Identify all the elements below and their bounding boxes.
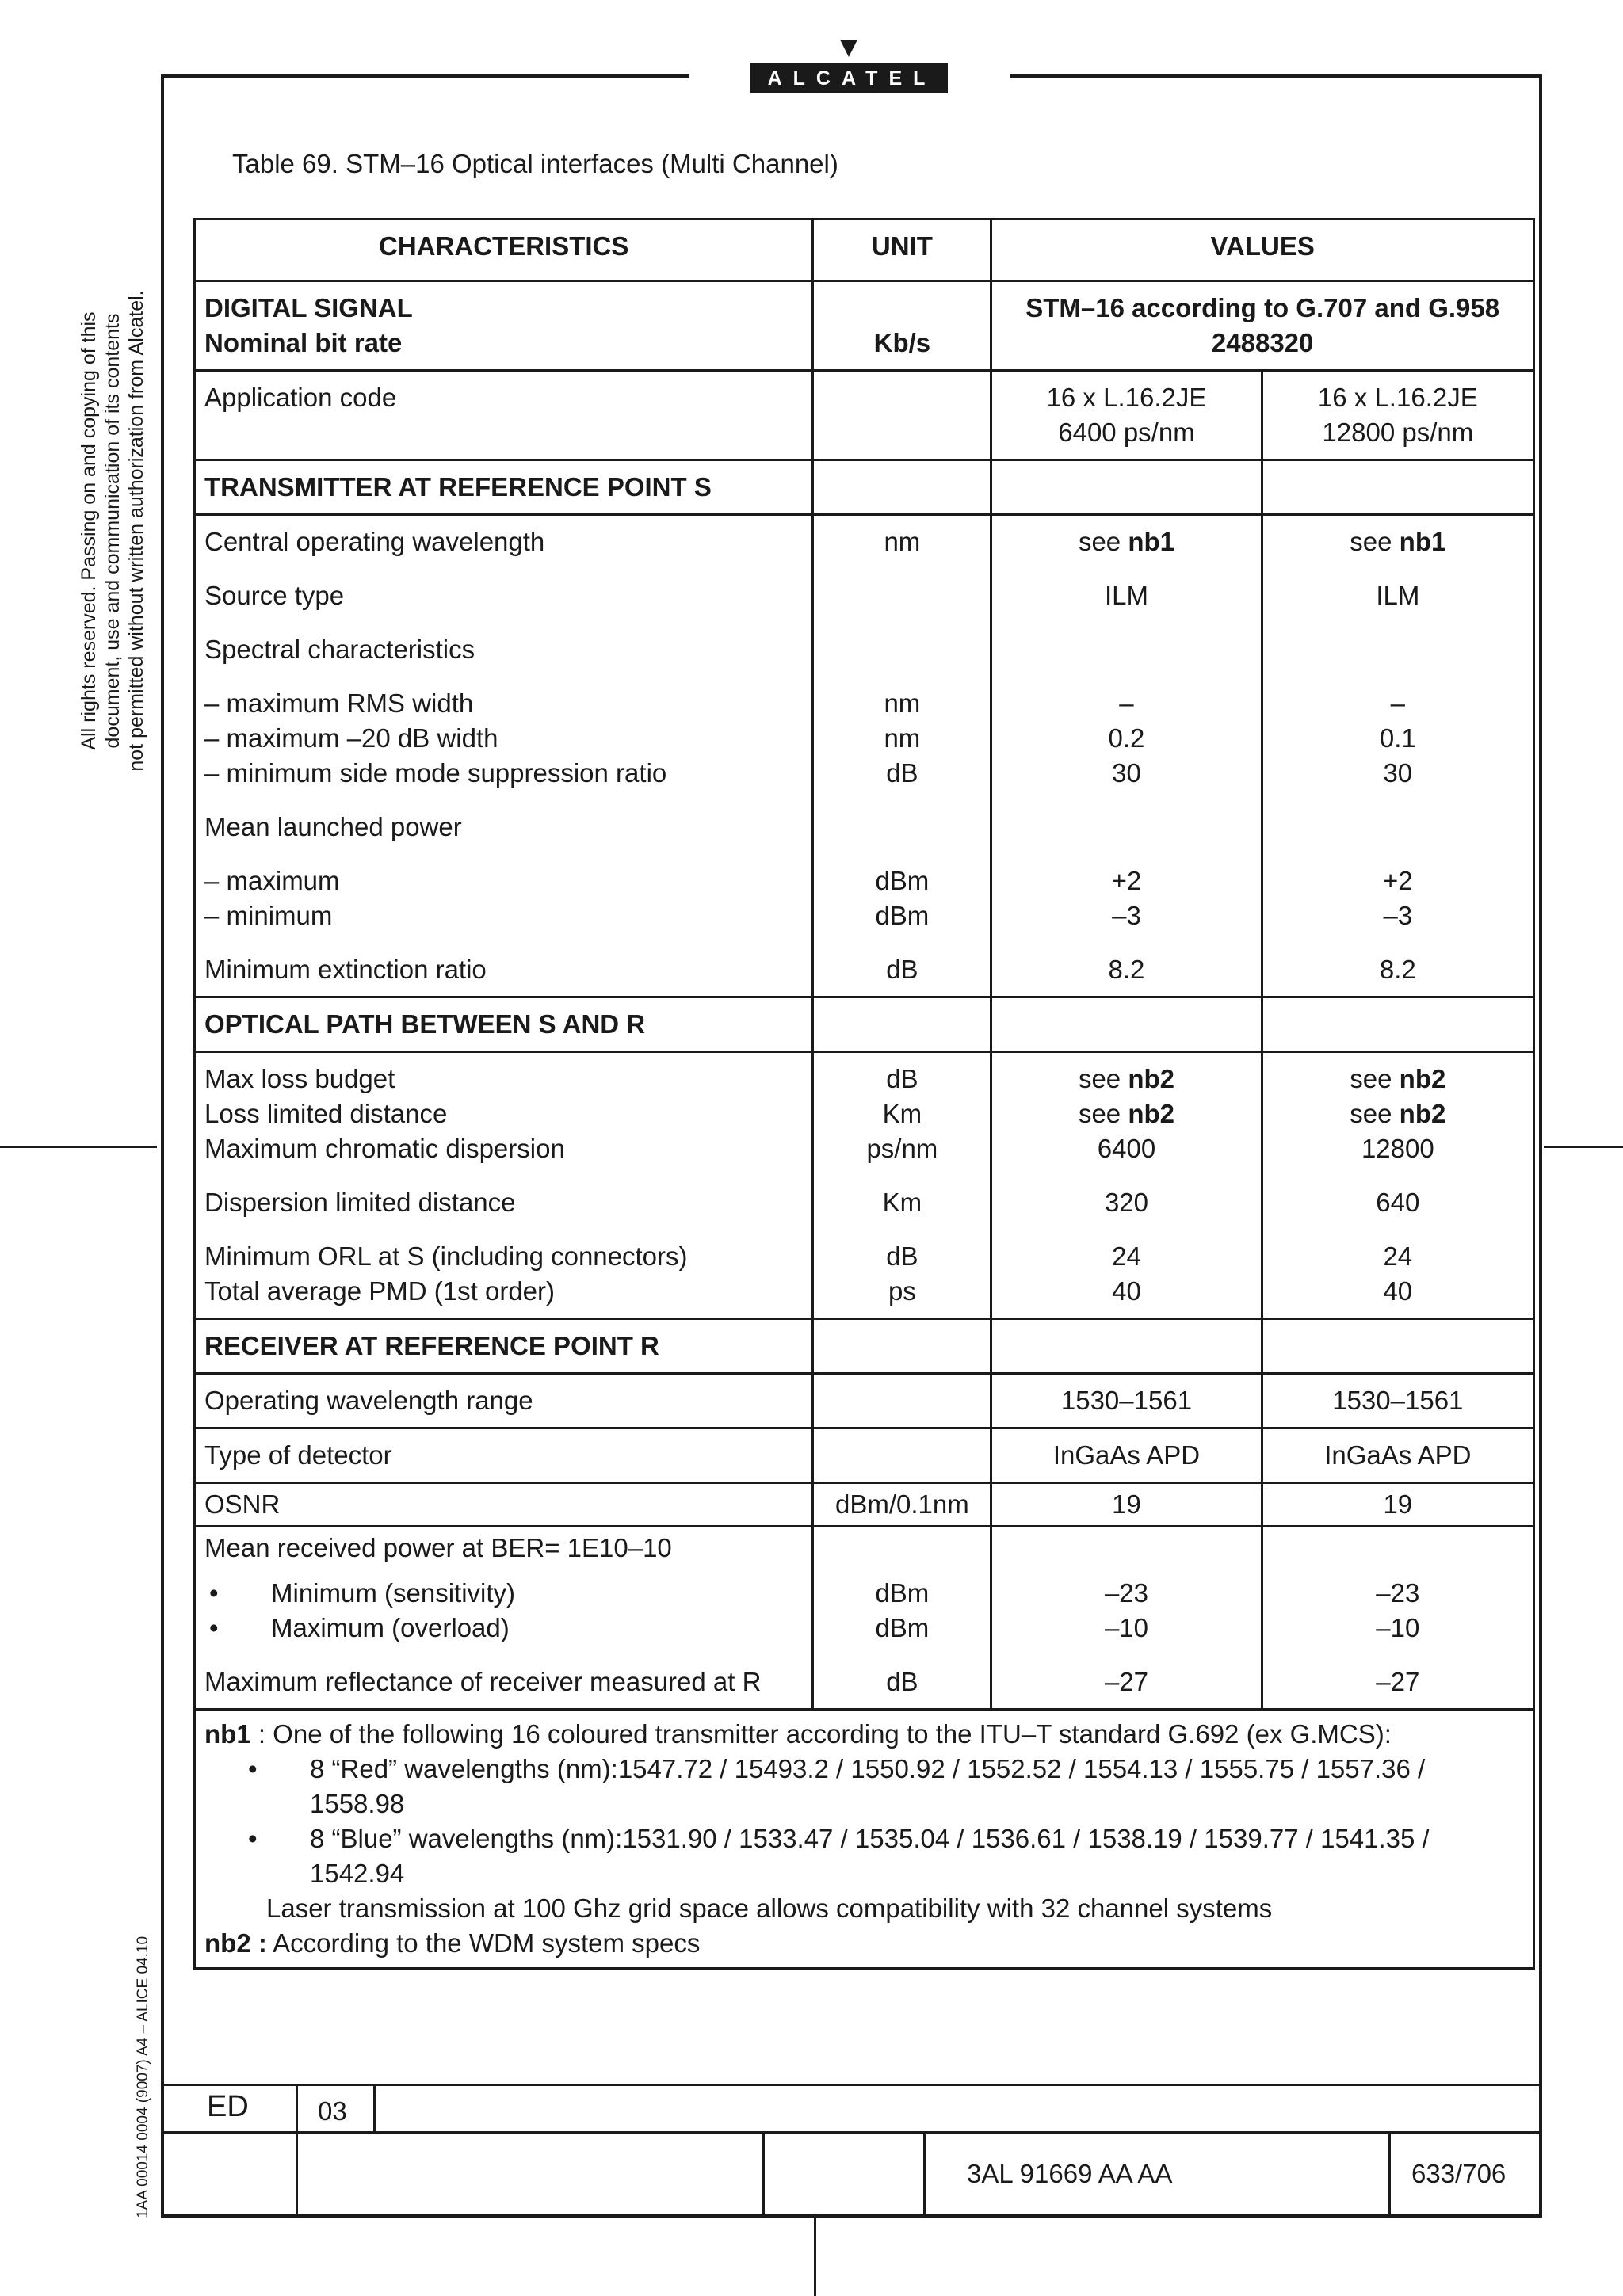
unit: ps/nm xyxy=(866,1134,938,1163)
value: –10 xyxy=(1376,1613,1420,1642)
value: 0.2 xyxy=(1108,723,1145,753)
label: Minimum ORL at S (including connectors) xyxy=(204,1241,688,1271)
application-code-col2 xyxy=(1262,371,1533,460)
bit-rate-unit: Kb/s xyxy=(813,281,991,371)
bit-rate-value: 2488320 xyxy=(1211,328,1314,357)
value: 6400 xyxy=(1097,1134,1156,1163)
table-row xyxy=(195,1527,1534,1710)
value: 30 xyxy=(1112,758,1141,788)
note-ref: nb1 xyxy=(1128,527,1174,556)
unit: dBm xyxy=(875,1613,930,1642)
section-row xyxy=(195,460,1534,515)
unit: nm xyxy=(884,723,921,753)
received-power-units xyxy=(813,1527,991,1710)
value: 30 xyxy=(1383,758,1413,788)
optical-path-labels xyxy=(195,1052,813,1319)
value: ILM xyxy=(1376,581,1420,610)
table-title: Table 69. STM–16 Optical interfaces (Multi Channel) xyxy=(232,149,838,178)
bullet-icon: • xyxy=(248,1824,258,1853)
nb2-label: nb2 : xyxy=(204,1928,267,1958)
value: –3 xyxy=(1112,901,1141,930)
bottom-fold-mark xyxy=(814,2218,816,2296)
header-characteristics: CHARACTERISTICS xyxy=(195,219,813,281)
unit: Km xyxy=(882,1188,922,1217)
see-text: see xyxy=(1350,527,1392,556)
unit: nm xyxy=(884,688,921,718)
copyright-notice xyxy=(77,269,148,792)
value: 8.2 xyxy=(1108,955,1145,984)
transmitter-values-col1 xyxy=(991,515,1262,997)
optical-path-values-col1 xyxy=(991,1052,1262,1319)
value: 19 xyxy=(991,1483,1262,1527)
see-text: see xyxy=(1078,527,1121,556)
unit: dB xyxy=(886,1667,918,1696)
value: –27 xyxy=(1376,1667,1420,1696)
table-row xyxy=(195,1374,1534,1428)
section-optical-path: OPTICAL PATH BETWEEN S AND R xyxy=(195,997,813,1052)
unit: Km xyxy=(882,1099,922,1128)
value: InGaAs APD xyxy=(1262,1428,1533,1483)
label: Maximum reflectance of receiver measured at R xyxy=(204,1667,762,1696)
nb2-text: According to the WDM system specs xyxy=(266,1928,701,1958)
value: 8.2 xyxy=(1379,955,1416,984)
label: Minimum extinction ratio xyxy=(204,955,487,984)
value: +2 xyxy=(1383,866,1413,895)
table-row xyxy=(195,1483,1534,1527)
label: Maximum chromatic dispersion xyxy=(204,1134,565,1163)
label: Max loss budget xyxy=(204,1064,395,1093)
nb1-text: : One of the following 16 coloured transmitter according to the ITU–T standard G.692 (ex G.MCS): xyxy=(250,1719,1392,1749)
value: InGaAs APD xyxy=(991,1428,1262,1483)
bullet-icon: • xyxy=(209,1613,219,1642)
stm16-standard: STM–16 according to G.707 and G.958 xyxy=(1025,293,1500,322)
label: – maximum –20 dB width xyxy=(204,723,498,753)
page-number: 633/706 xyxy=(1411,2159,1507,2188)
unit: dB xyxy=(886,1064,918,1093)
blue-wavelengths: 8 “Blue” wavelengths (nm):1531.90 / 1533.47 / 1535.04 / 1536.61 / 1538.19 / 1539.77 / 1541.35 / 1542.94 xyxy=(310,1824,1430,1888)
note-ref: nb2 xyxy=(1399,1099,1446,1128)
value: –27 xyxy=(1104,1667,1148,1696)
digital-signal-title: DIGITAL SIGNAL xyxy=(204,293,413,322)
value: 1530–1561 xyxy=(991,1374,1262,1428)
value: ILM xyxy=(1104,581,1148,610)
label: – maximum xyxy=(204,866,340,895)
bullet-icon: • xyxy=(248,1754,258,1783)
value: –23 xyxy=(1376,1578,1420,1608)
note-ref: nb1 xyxy=(1399,527,1446,556)
table-row xyxy=(195,515,1534,997)
value: 40 xyxy=(1383,1276,1413,1306)
value: 640 xyxy=(1376,1188,1420,1217)
received-power-col2 xyxy=(1262,1527,1533,1710)
left-fold-mark xyxy=(0,1146,157,1148)
header-row xyxy=(195,219,1534,281)
value: 19 xyxy=(1262,1483,1533,1527)
alcatel-logo: ALCATEL xyxy=(750,63,948,93)
label: Total average PMD (1st order) xyxy=(204,1276,556,1306)
footer-line xyxy=(161,2084,1542,2086)
bullet-icon: • xyxy=(209,1578,219,1608)
label: – minimum xyxy=(204,901,333,930)
value: 40 xyxy=(1112,1276,1141,1306)
red-wavelengths: 8 “Red” wavelengths (nm):1547.72 / 15493.2 / 1550.92 / 1552.52 / 1554.13 / 1555.75 / 1557.36 / 1558.98 xyxy=(310,1754,1426,1818)
note-ref: nb2 xyxy=(1128,1099,1174,1128)
footer-divider xyxy=(296,2084,298,2218)
transmitter-values-col2 xyxy=(1262,515,1533,997)
section-row xyxy=(195,1319,1534,1374)
label: Type of detector xyxy=(195,1428,813,1483)
unit: dB xyxy=(886,758,918,788)
nominal-bit-rate-label: Nominal bit rate xyxy=(204,328,403,357)
footer-divider xyxy=(373,2084,376,2131)
optical-path-values-col2 xyxy=(1262,1052,1533,1319)
nb1-label: nb1 xyxy=(204,1719,251,1749)
unit: dBm xyxy=(875,866,930,895)
document-number: 3AL 91669 AA AA xyxy=(967,2159,1173,2188)
app-code: 16 x L.16.2JE xyxy=(1317,383,1478,412)
value: 24 xyxy=(1383,1241,1413,1271)
value: +2 xyxy=(1111,866,1142,895)
digital-signal-value xyxy=(991,281,1534,371)
received-power-col1 xyxy=(991,1527,1262,1710)
laser-note: Laser transmission at 100 Ghz grid space allows compatibility with 32 channel systems xyxy=(266,1894,1273,1923)
label: Minimum (sensitivity) xyxy=(271,1578,516,1608)
notes-row xyxy=(195,1710,1534,1969)
footer-divider xyxy=(923,2131,926,2218)
application-code-unit xyxy=(813,371,991,460)
table-notes xyxy=(195,1710,1534,1969)
unit: ps xyxy=(888,1276,916,1306)
unit: dBm xyxy=(875,901,930,930)
value: –3 xyxy=(1383,901,1413,930)
value: – xyxy=(1390,688,1405,718)
copyright-line: All rights reserved. Passing on and copying of this xyxy=(78,311,100,750)
label: Mean received power at BER= 1E10–10 xyxy=(204,1533,672,1562)
label: Central operating wavelength xyxy=(204,527,545,556)
value: 0.1 xyxy=(1379,723,1416,753)
received-power-labels xyxy=(195,1527,813,1710)
footer-divider xyxy=(1388,2131,1391,2218)
note-ref: nb2 xyxy=(1128,1064,1174,1093)
transmitter-units xyxy=(813,515,991,997)
section-transmitter: TRANSMITTER AT REFERENCE POINT S xyxy=(195,460,813,515)
right-fold-mark xyxy=(1544,1146,1623,1148)
unit: dB xyxy=(886,955,918,984)
unit: dBm/0.1nm xyxy=(813,1483,991,1527)
unit: dB xyxy=(886,1241,918,1271)
transmitter-labels xyxy=(195,515,813,997)
label: Dispersion limited distance xyxy=(204,1188,516,1217)
label: – minimum side mode suppression ratio xyxy=(204,758,667,788)
label: OSNR xyxy=(195,1483,813,1527)
value: 24 xyxy=(1112,1241,1141,1271)
see-text: see xyxy=(1078,1099,1121,1128)
footer-divider xyxy=(762,2131,765,2218)
unit: nm xyxy=(884,527,921,556)
see-text: see xyxy=(1078,1064,1121,1093)
unit: dBm xyxy=(875,1578,930,1608)
label: Spectral characteristics xyxy=(204,635,475,664)
label: Loss limited distance xyxy=(204,1099,448,1128)
spec-table xyxy=(193,218,1535,1970)
app-code: 16 x L.16.2JE xyxy=(1046,383,1207,412)
copyright-line: not permitted without written authorization from Alcatel. xyxy=(125,290,147,772)
label: Maximum (overload) xyxy=(271,1613,510,1642)
label: Mean launched power xyxy=(204,812,462,841)
ed-value: 03 xyxy=(318,2096,347,2126)
see-text: see xyxy=(1350,1064,1392,1093)
table-row xyxy=(195,371,1534,460)
see-text: see xyxy=(1350,1099,1392,1128)
note-ref: nb2 xyxy=(1399,1064,1446,1093)
label: Operating wavelength range xyxy=(195,1374,813,1428)
table-row xyxy=(195,1428,1534,1483)
footer-line xyxy=(161,2131,1542,2134)
table-row xyxy=(195,281,1534,371)
header-unit: UNIT xyxy=(813,219,991,281)
value: 12800 xyxy=(1361,1134,1434,1163)
document-reference: 1AA 00014 0004 (9007) A4 – ALICE 04.10 xyxy=(135,1936,151,2218)
ed-label: ED xyxy=(207,2090,249,2123)
footer-block xyxy=(161,2084,1542,2218)
copyright-line: document, use and communication of its contents xyxy=(101,313,124,749)
optical-path-units xyxy=(813,1052,991,1319)
label: Source type xyxy=(204,581,345,610)
value: – xyxy=(1119,688,1134,718)
logo-triangle-icon xyxy=(840,40,857,57)
application-code-label: Application code xyxy=(195,371,813,460)
value: 1530–1561 xyxy=(1262,1374,1533,1428)
header-values: VALUES xyxy=(991,219,1534,281)
application-code-col1 xyxy=(991,371,1262,460)
section-row xyxy=(195,997,1534,1052)
app-dispersion: 12800 ps/nm xyxy=(1322,418,1474,447)
value: –10 xyxy=(1104,1613,1148,1642)
value: 320 xyxy=(1104,1188,1148,1217)
label: – maximum RMS width xyxy=(204,688,474,718)
value: –23 xyxy=(1104,1578,1148,1608)
digital-signal-label xyxy=(195,281,813,371)
section-receiver: RECEIVER AT REFERENCE POINT R xyxy=(195,1319,813,1374)
app-dispersion: 6400 ps/nm xyxy=(1058,418,1195,447)
table-row xyxy=(195,1052,1534,1319)
